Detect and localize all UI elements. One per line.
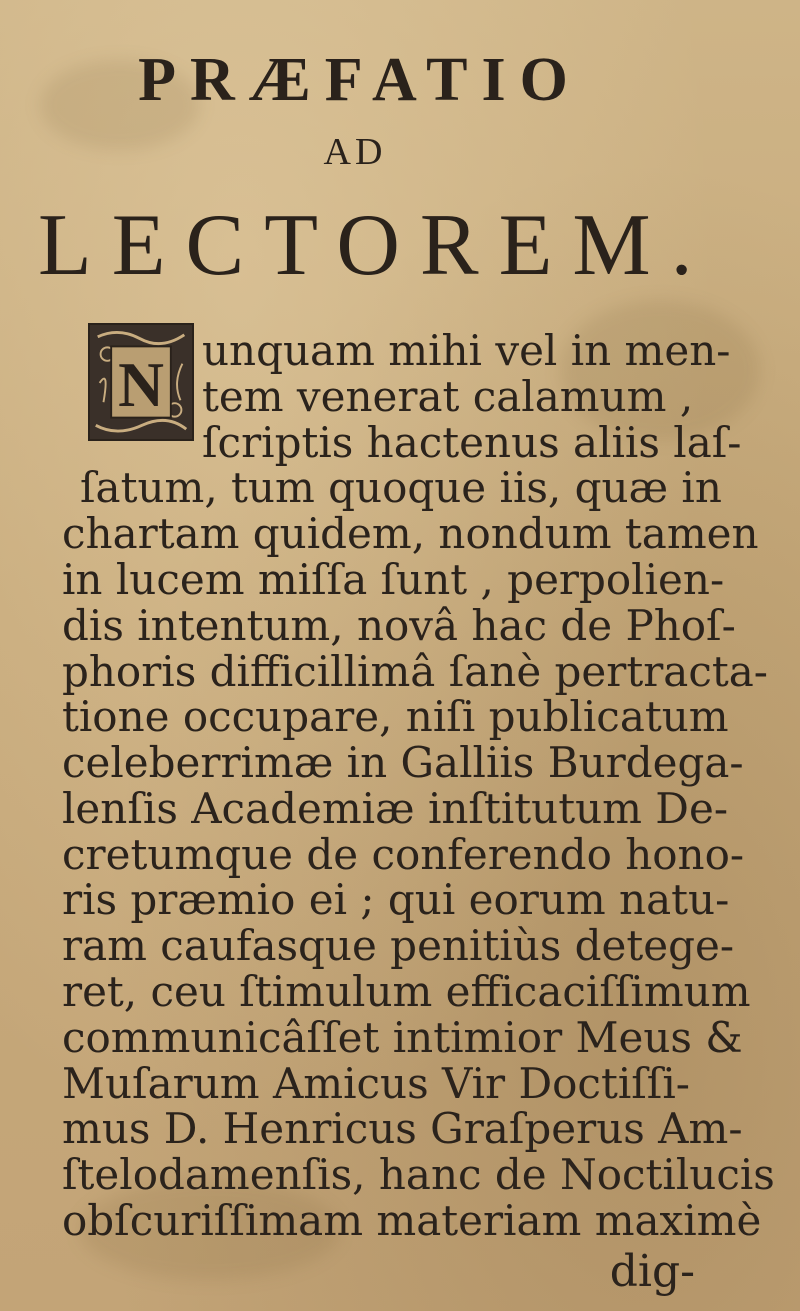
initial-ornament-icon — [90, 325, 192, 439]
text-line-1: unquam mihi vel in men- — [202, 326, 731, 375]
heading-praefatio: PRÆFATIO — [138, 46, 582, 114]
text-line-8: phoris difficillimâ ſanè pertracta- — [62, 647, 768, 696]
catchword: dig- — [609, 1246, 695, 1297]
heading-lectorem: LECTOREM. — [38, 197, 713, 294]
text-line-18: mus D. Henricus Graſperus Am- — [62, 1104, 743, 1153]
text-line-19: ſtelodamenſis, hanc de Noctilucis — [62, 1150, 775, 1199]
text-line-4: ſatum, tum quoque iis, quæ in — [80, 463, 722, 512]
initial-letter: N — [118, 349, 164, 421]
heading-ad: AD — [323, 131, 387, 173]
text-line-14: ram caufasque penitiùs detege- — [62, 921, 735, 970]
text-line-10: celeberrimæ in Galliis Burdega- — [62, 738, 744, 787]
text-line-5: chartam quidem, nondum tamen — [62, 509, 759, 558]
text-line-9: tione occupare, niſi publicatum — [62, 692, 729, 741]
text-line-16: communicâſſet intimior Meus & — [62, 1013, 743, 1062]
text-line-7: dis intentum, novâ hac de Phoſ- — [62, 601, 736, 650]
text-line-2: tem venerat calamum , — [202, 372, 694, 421]
text-line-6: in lucem miſſa ſunt , perpolien- — [62, 555, 725, 604]
text-line-17: Muſarum Amicus Vir Doctiſſi- — [62, 1059, 690, 1108]
text-line-15: ret, ceu ſtimulum efficaciſſimum — [62, 967, 751, 1016]
text-line-3: ſcriptis hactenus aliis laſ- — [202, 418, 742, 467]
text-line-13: ris præmio ei ; qui eorum natu- — [62, 875, 730, 924]
text-line-12: cretumque de conferendo hono- — [62, 830, 745, 879]
text-line-11: lenſis Academiæ inſtitutum De- — [62, 784, 729, 833]
decorated-initial-n — [88, 323, 194, 441]
text-line-20: obſcuriſſimam materiam maximè — [62, 1196, 762, 1245]
